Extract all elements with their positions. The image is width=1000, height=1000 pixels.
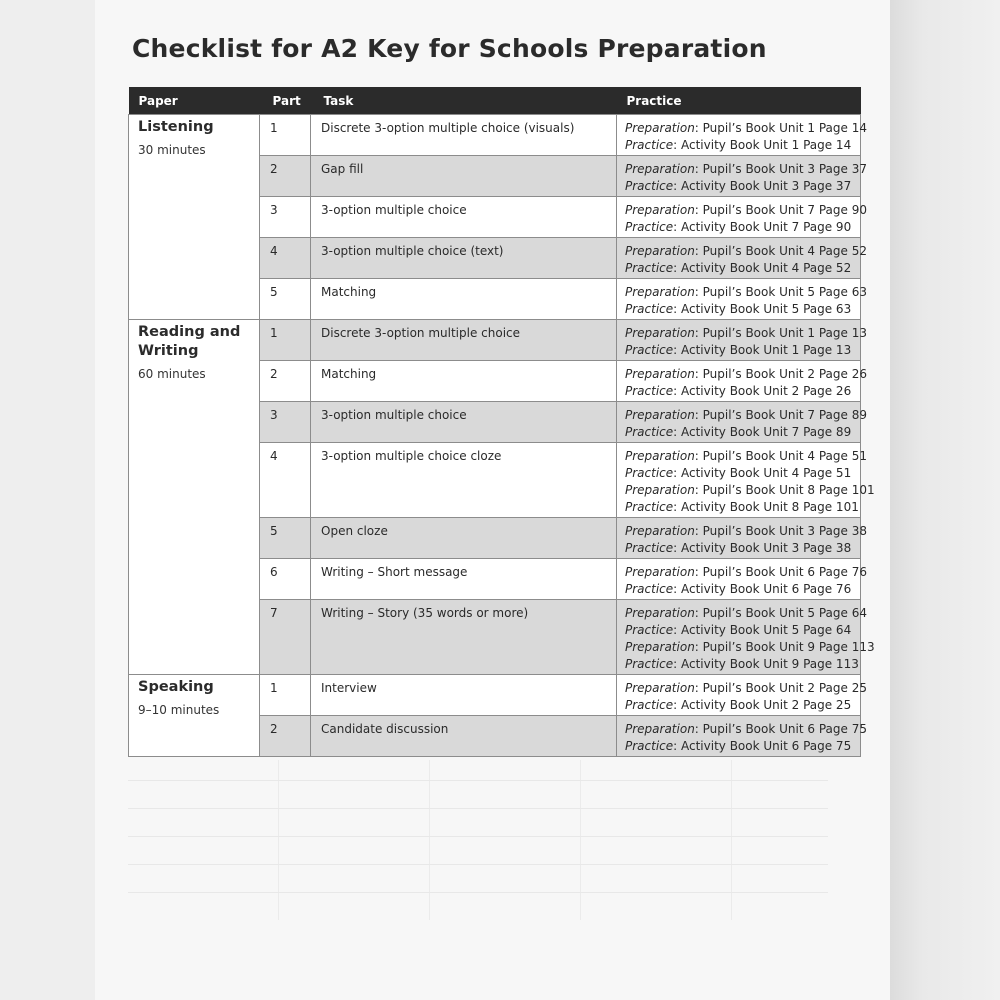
practice-reference: Preparation: Pupil’s Book Unit 6 Page 76 [625, 565, 867, 579]
reference-location: Activity Book Unit 3 Page 37 [681, 179, 852, 193]
reference-location: Activity Book Unit 6 Page 75 [681, 739, 852, 753]
practice-reference: Preparation: Pupil’s Book Unit 2 Page 26 [625, 367, 867, 381]
reference-type-label: Practice [625, 739, 674, 753]
task-description: 3-option multiple choice [311, 197, 617, 238]
reference-location: Pupil’s Book Unit 7 Page 90 [702, 203, 867, 217]
practice-reference: Practice: Activity Book Unit 4 Page 52 [625, 261, 852, 275]
practice-references [617, 518, 867, 559]
reference-type-label: Preparation [625, 408, 695, 422]
practice-references [617, 559, 867, 600]
table-header [129, 87, 861, 115]
reference-location: Pupil’s Book Unit 1 Page 14 [702, 121, 867, 135]
task-description: Gap fill [311, 156, 617, 197]
part-number: 3 [260, 402, 311, 443]
paper-duration: 60 minutes [138, 367, 206, 381]
practice-reference: Preparation: Pupil’s Book Unit 8 Page 101 [625, 483, 875, 497]
practice-references [617, 115, 867, 156]
part-number: 3 [260, 197, 311, 238]
part-number: 5 [260, 518, 311, 559]
practice-reference: Practice: Activity Book Unit 4 Page 51 [625, 466, 852, 480]
reference-type-label: Preparation [625, 565, 695, 579]
reference-location: Pupil’s Book Unit 6 Page 76 [702, 565, 867, 579]
part-number: 6 [260, 559, 311, 600]
reference-location: Pupil’s Book Unit 8 Page 101 [702, 483, 875, 497]
task-description: Writing – Story (35 words or more) [311, 600, 617, 675]
show-through-background [128, 760, 828, 920]
reference-location: Activity Book Unit 7 Page 90 [681, 220, 852, 234]
reference-type-label: Preparation [625, 524, 695, 538]
reference-location: Activity Book Unit 2 Page 26 [681, 384, 852, 398]
practice-reference: Preparation: Pupil’s Book Unit 4 Page 52 [625, 244, 867, 258]
reference-type-label: Practice [625, 466, 674, 480]
reference-location: Activity Book Unit 2 Page 25 [681, 698, 852, 712]
reference-type-label: Practice [625, 179, 674, 193]
part-number: 7 [260, 600, 311, 675]
reference-type-label: Preparation [625, 483, 695, 497]
reference-location: Activity Book Unit 4 Page 51 [681, 466, 852, 480]
practice-reference: Practice: Activity Book Unit 6 Page 75 [625, 739, 852, 753]
practice-reference: Preparation: Pupil’s Book Unit 1 Page 14 [625, 121, 867, 135]
reference-type-label: Preparation [625, 285, 695, 299]
reference-type-label: Practice [625, 138, 674, 152]
table-row [129, 115, 861, 156]
practice-references [617, 279, 867, 320]
paper-name: Speaking [138, 679, 214, 695]
reference-location: Activity Book Unit 5 Page 64 [681, 623, 852, 637]
reference-type-label: Practice [625, 261, 674, 275]
reference-type-label: Preparation [625, 203, 695, 217]
paper-duration: 30 minutes [138, 143, 206, 157]
reference-location: Pupil’s Book Unit 2 Page 26 [702, 367, 867, 381]
practice-reference: Preparation: Pupil’s Book Unit 2 Page 25 [625, 681, 867, 695]
part-number: 2 [260, 156, 311, 197]
reference-type-label: Practice [625, 657, 674, 671]
reference-location: Pupil’s Book Unit 9 Page 113 [702, 640, 875, 654]
practice-references [617, 443, 875, 518]
practice-reference: Preparation: Pupil’s Book Unit 7 Page 89 [625, 408, 867, 422]
reference-location: Pupil’s Book Unit 4 Page 51 [702, 449, 867, 463]
reference-type-label: Practice [625, 698, 674, 712]
reference-type-label: Practice [625, 343, 674, 357]
practice-reference: Preparation: Pupil’s Book Unit 4 Page 51 [625, 449, 867, 463]
practice-reference: Practice: Activity Book Unit 3 Page 38 [625, 541, 852, 555]
practice-reference: Practice: Activity Book Unit 7 Page 89 [625, 425, 852, 439]
reference-location: Activity Book Unit 3 Page 38 [681, 541, 852, 555]
reference-type-label: Preparation [625, 606, 695, 620]
task-description: Discrete 3-option multiple choice (visuals) [311, 115, 617, 156]
part-number: 1 [260, 320, 311, 361]
task-description: 3-option multiple choice (text) [311, 238, 617, 279]
practice-references [617, 716, 867, 757]
task-description: Writing – Short message [311, 559, 617, 600]
paper-cell [129, 320, 260, 675]
reference-location: Activity Book Unit 6 Page 76 [681, 582, 852, 596]
reference-type-label: Preparation [625, 681, 695, 695]
part-number: 4 [260, 443, 311, 518]
practice-reference: Preparation: Pupil’s Book Unit 3 Page 37 [625, 162, 867, 176]
page-title: Checklist for A2 Key for Schools Preparation [132, 34, 767, 63]
practice-reference: Preparation: Pupil’s Book Unit 1 Page 13 [625, 326, 867, 340]
paper-duration: 9–10 minutes [138, 703, 220, 717]
checklist-table [128, 87, 875, 757]
reference-type-label: Practice [625, 220, 674, 234]
practice-reference: Practice: Activity Book Unit 5 Page 64 [625, 623, 852, 637]
reference-type-label: Preparation [625, 367, 695, 381]
header-task: Task [311, 87, 617, 115]
task-description: Candidate discussion [311, 716, 617, 757]
practice-reference: Preparation: Pupil’s Book Unit 3 Page 38 [625, 524, 867, 538]
practice-references [617, 675, 867, 716]
reference-location: Pupil’s Book Unit 1 Page 13 [702, 326, 867, 340]
part-number: 2 [260, 716, 311, 757]
table-row [129, 675, 861, 716]
practice-reference: Practice: Activity Book Unit 7 Page 90 [625, 220, 852, 234]
practice-references [617, 197, 867, 238]
reference-type-label: Preparation [625, 640, 695, 654]
part-number: 1 [260, 115, 311, 156]
practice-reference: Practice: Activity Book Unit 8 Page 101 [625, 500, 859, 514]
reference-location: Activity Book Unit 1 Page 13 [681, 343, 852, 357]
practice-reference: Practice: Activity Book Unit 9 Page 113 [625, 657, 859, 671]
reference-type-label: Preparation [625, 722, 695, 736]
reference-location: Pupil’s Book Unit 5 Page 63 [702, 285, 867, 299]
header-part: Part [260, 87, 311, 115]
reference-type-label: Preparation [625, 244, 695, 258]
reference-type-label: Practice [625, 500, 674, 514]
reference-type-label: Practice [625, 302, 674, 316]
paper-cell [129, 675, 260, 757]
reference-type-label: Preparation [625, 162, 695, 176]
practice-reference: Preparation: Pupil’s Book Unit 9 Page 113 [625, 640, 875, 654]
reference-location: Pupil’s Book Unit 6 Page 75 [702, 722, 867, 736]
part-number: 5 [260, 279, 311, 320]
reference-location: Pupil’s Book Unit 3 Page 37 [702, 162, 867, 176]
practice-reference: Practice: Activity Book Unit 5 Page 63 [625, 302, 852, 316]
page-edge-shadow [890, 0, 1000, 1000]
header-practice: Practice [617, 87, 861, 115]
practice-reference: Preparation: Pupil’s Book Unit 5 Page 63 [625, 285, 867, 299]
part-number: 2 [260, 361, 311, 402]
task-description: 3-option multiple choice cloze [311, 443, 617, 518]
practice-reference: Practice: Activity Book Unit 6 Page 76 [625, 582, 852, 596]
reference-location: Activity Book Unit 5 Page 63 [681, 302, 852, 316]
reference-location: Pupil’s Book Unit 7 Page 89 [702, 408, 867, 422]
practice-references [617, 320, 867, 361]
reference-type-label: Preparation [625, 326, 695, 340]
reference-location: Activity Book Unit 4 Page 52 [681, 261, 852, 275]
reference-type-label: Preparation [625, 449, 695, 463]
reference-location: Activity Book Unit 1 Page 14 [681, 138, 852, 152]
practice-reference: Preparation: Pupil’s Book Unit 7 Page 90 [625, 203, 867, 217]
part-number: 4 [260, 238, 311, 279]
practice-reference: Preparation: Pupil’s Book Unit 6 Page 75 [625, 722, 867, 736]
paper-name: Listening [138, 119, 214, 135]
part-number: 1 [260, 675, 311, 716]
practice-references [617, 600, 875, 675]
table-body [129, 115, 875, 757]
practice-reference: Practice: Activity Book Unit 3 Page 37 [625, 179, 852, 193]
task-description: Open cloze [311, 518, 617, 559]
practice-references [617, 238, 867, 279]
practice-references [617, 156, 867, 197]
task-description: Discrete 3-option multiple choice [311, 320, 617, 361]
paper-cell [129, 115, 260, 320]
practice-references [617, 361, 867, 402]
reference-location: Activity Book Unit 8 Page 101 [681, 500, 859, 514]
practice-reference: Practice: Activity Book Unit 2 Page 25 [625, 698, 852, 712]
practice-reference: Practice: Activity Book Unit 1 Page 14 [625, 138, 852, 152]
reference-location: Activity Book Unit 7 Page 89 [681, 425, 852, 439]
reference-type-label: Practice [625, 541, 674, 555]
task-description: Matching [311, 361, 617, 402]
reference-location: Activity Book Unit 9 Page 113 [681, 657, 859, 671]
table-row [129, 320, 861, 361]
reference-type-label: Practice [625, 582, 674, 596]
practice-references [617, 402, 867, 443]
task-description: Interview [311, 675, 617, 716]
reference-location: Pupil’s Book Unit 5 Page 64 [702, 606, 867, 620]
header-paper: Paper [129, 87, 260, 115]
reference-location: Pupil’s Book Unit 2 Page 25 [702, 681, 867, 695]
reference-location: Pupil’s Book Unit 3 Page 38 [702, 524, 867, 538]
paper-name: Reading and Writing [138, 324, 241, 359]
practice-reference: Practice: Activity Book Unit 2 Page 26 [625, 384, 852, 398]
practice-reference: Preparation: Pupil’s Book Unit 5 Page 64 [625, 606, 867, 620]
reference-location: Pupil’s Book Unit 4 Page 52 [702, 244, 867, 258]
task-description: 3-option multiple choice [311, 402, 617, 443]
reference-type-label: Practice [625, 623, 674, 637]
reference-type-label: Preparation [625, 121, 695, 135]
task-description: Matching [311, 279, 617, 320]
reference-type-label: Practice [625, 384, 674, 398]
practice-reference: Practice: Activity Book Unit 1 Page 13 [625, 343, 852, 357]
reference-type-label: Practice [625, 425, 674, 439]
